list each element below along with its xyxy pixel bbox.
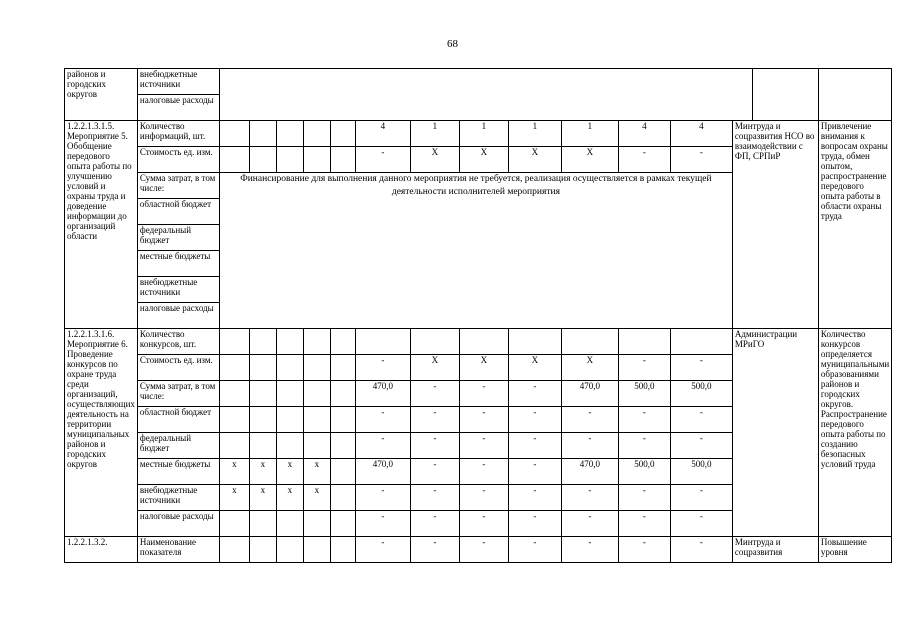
- value-cell: 1: [508, 121, 561, 147]
- indicator-label: внебюджетные источники: [137, 69, 219, 95]
- indicator-label: местные бюджеты: [137, 251, 219, 277]
- indicator-label: Сумма затрат, в том числе:: [137, 173, 219, 199]
- indicator-label: областной бюджет: [137, 199, 219, 225]
- table-row: [65, 69, 892, 95]
- indicator-label: федеральный бюджет: [137, 433, 219, 459]
- value-cell: 1: [410, 121, 459, 147]
- value-cell: 4: [618, 121, 670, 147]
- indicator-label: внебюджетные источники: [137, 277, 219, 303]
- value-cell: -: [618, 147, 670, 173]
- table-row: 1.2.2.1.3.2. Наименование показателя - - - - - - - Минтруда и соцразвития Повышение уровня: [65, 537, 892, 563]
- executor-cell: Минтруда и соцразвития: [732, 537, 818, 563]
- indicator-label: местные бюджеты: [137, 459, 219, 485]
- table-row: местные бюджеты х х х х 470,0 - - - 470,0 500,0 500,0: [65, 459, 892, 485]
- table-row: [65, 121, 892, 147]
- value-cell: Х: [508, 147, 561, 173]
- indicator-label: налоговые расходы: [137, 303, 219, 329]
- indicator-label: Стоимость ед. изм.: [137, 147, 219, 173]
- value-cell: Х: [410, 147, 459, 173]
- value-cell: 4: [355, 121, 410, 147]
- value-cell: Х: [561, 147, 618, 173]
- program-activities-table: [64, 68, 892, 563]
- table-row: внебюджетные источники х х х х - - - - - - -: [65, 485, 892, 511]
- value-cell: 4: [670, 121, 732, 147]
- page-number: 68: [447, 38, 458, 50]
- indicator-label: Наименование показателя: [137, 537, 219, 563]
- executor-cell: Минтруда и соцразвития НСО во взаимодействии с ФП, СРПиР: [732, 121, 818, 329]
- indicator-label: Количество информаций, шт.: [137, 121, 219, 147]
- executor-cell: [752, 69, 818, 121]
- indicator-label: налоговые расходы: [137, 511, 219, 537]
- value-cell: -: [670, 147, 732, 173]
- activity-name-cell: 1.2.2.1.3.1.6. Мероприятие 6. Проведение конкурсов по охране труда среди организаций, осуществляющих деятельность на территории муниципальных районов и городских округов: [65, 329, 138, 537]
- financing-note: Финансирование для выполнения данного мероприятия не требуется, реализация осуществляется в рамках текущей деятельности исполнителей мероприятия: [219, 173, 732, 329]
- result-cell: Повышение уровня: [818, 537, 891, 563]
- activity-name-cell: 1.2.2.1.3.1.5. Мероприятие 5. Обобщение передового опыта работы по улучшению условий и охраны труда и доведение информации до организаций области: [65, 121, 138, 329]
- table-row: Сумма затрат, в том числе: 470,0 - - - 470,0 500,0 500,0: [65, 381, 892, 407]
- indicator-label: Количество конкурсов, шт.: [137, 329, 219, 355]
- indicator-label: Стоимость ед. изм.: [137, 355, 219, 381]
- table-row: [65, 329, 892, 355]
- indicator-label: областной бюджет: [137, 407, 219, 433]
- result-cell: Количество конкурсов определяется муниципальными образованиями районов и городских округов. Распространение передового опыта работы по созданию безопасных условий труда: [818, 329, 891, 537]
- activity-name-cell: районов и городских округов: [65, 69, 138, 121]
- table-row: налоговые расходы - - - - - - -: [65, 511, 892, 537]
- result-cell: [818, 69, 891, 121]
- value-cell: Х: [459, 147, 508, 173]
- activity-name-cell: 1.2.2.1.3.2.: [65, 537, 138, 563]
- table-row: Стоимость ед. изм. - Х Х Х Х - -: [65, 355, 892, 381]
- executor-cell: Администрации МРиГО: [732, 329, 818, 537]
- value-cell: 1: [459, 121, 508, 147]
- indicator-label: Сумма затрат, в том числе:: [137, 381, 219, 407]
- value-cell: -: [355, 147, 410, 173]
- indicator-label: федеральный бюджет: [137, 225, 219, 251]
- table-row: областной бюджет - - - - - - -: [65, 407, 892, 433]
- result-cell: Привлечение внимания к вопросам охраны труда, обмен опытом, распространение передового опыта работы в области охраны труда: [818, 121, 891, 329]
- table-row: федеральный бюджет - - - - - - -: [65, 433, 892, 459]
- indicator-label: налоговые расходы: [137, 95, 219, 121]
- indicator-label: внебюджетные источники: [137, 485, 219, 511]
- value-cell: 1: [561, 121, 618, 147]
